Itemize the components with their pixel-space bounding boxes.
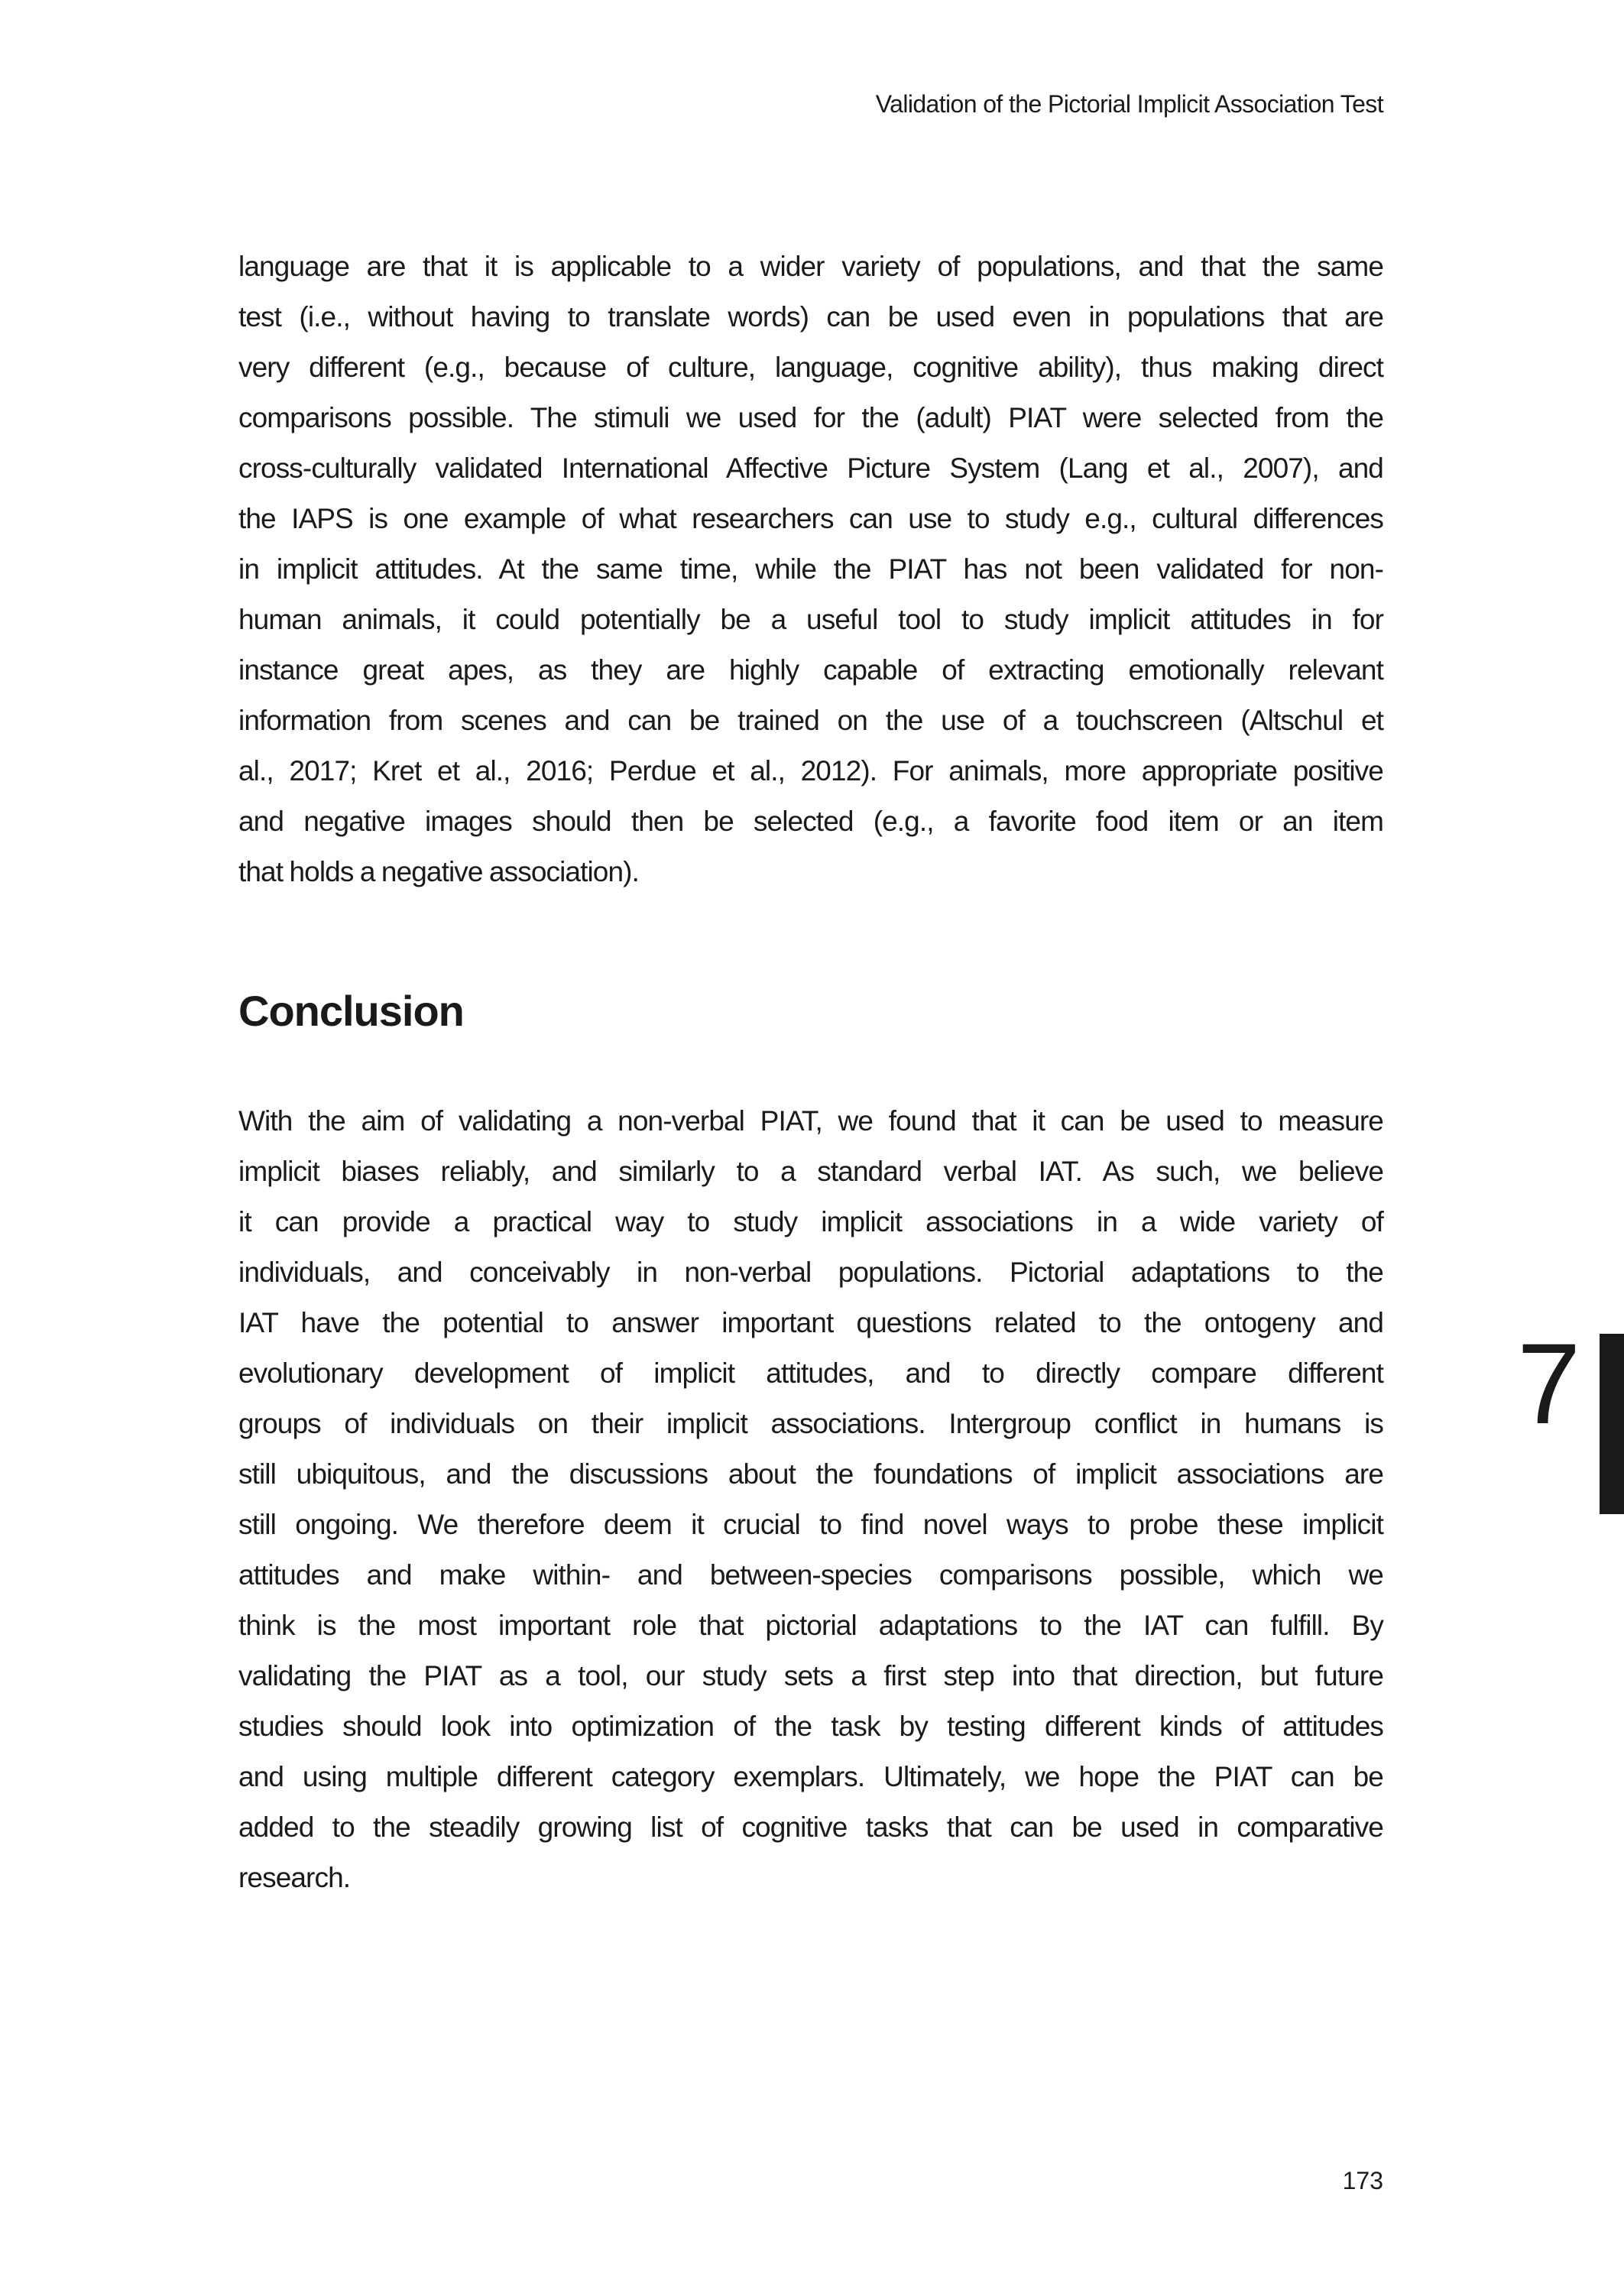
text-line: language are that it is applicable to a wider variety of populations, and that the same [238,251,1383,282]
text-line: and using multiple different category exemplars. Ultimately, we hope the PIAT can be [238,1761,1383,1792]
text-line: research. [238,1862,351,1893]
text-line: added to the steadily growing list of cognitive tasks that can be used in comparative [238,1811,1383,1843]
text-line: attitudes and make within- and between-species comparisons possible, which we [238,1559,1383,1591]
text-line: human animals, it could potentially be a useful tool to study implicit attitudes in for [238,604,1383,635]
text-line: still ongoing. We therefore deem it crucial to find novel ways to probe these implicit [238,1509,1383,1540]
page-number: 173 [1342,2167,1383,2194]
text-line: still ubiquitous, and the discussions about the foundations of implicit associations are [238,1458,1383,1490]
text-line: evolutionary development of implicit attitudes, and to directly compare different [238,1357,1383,1389]
text-line: and negative images should then be selected (e.g., a favorite food item or an item [238,806,1383,837]
text-line: With the aim of validating a non-verbal PIAT, we found that it can be used to measure [238,1105,1383,1137]
text-line: al., 2017; Kret et al., 2016; Perdue et al., 2012). For animals, more appropriate positive [238,755,1383,786]
text-line: test (i.e., without having to translate words) can be used even in populations that are [238,301,1383,332]
text-line: implicit biases reliably, and similarly to a standard verbal IAT. As such, we believe [238,1156,1383,1187]
text-line: cross-culturally validated International Affective Picture System (Lang et al., 2007), and [238,452,1383,484]
text-line: very different (e.g., because of culture, language, cognitive ability), thus making direct [238,352,1383,383]
text-line: IAT have the potential to answer important questions related to the ontogeny and [238,1307,1383,1338]
text-line: it can provide a practical way to study implicit associations in a wide variety of [238,1206,1383,1237]
text-line: think is the most important role that pictorial adaptations to the IAT can fulfill. By [238,1610,1383,1641]
text-line: in implicit attitudes. At the same time, while the PIAT has not been validated for non- [238,553,1383,585]
text-line: the IAPS is one example of what researchers can use to study e.g., cultural differences [238,503,1383,534]
running-header: Validation of the Pictorial Implicit Association Test [875,90,1383,118]
text-line: instance great apes, as they are highly capable of extracting emotionally relevant [238,654,1383,686]
text-line: studies should look into optimization of the task by testing different kinds of attitudes [238,1711,1383,1742]
text-line: information from scenes and can be trained on the use of a touchscreen (Altschul et [238,705,1383,736]
text-line: that holds a negative association). [238,856,639,887]
text-line: individuals, and conceivably in non-verbal populations. Pictorial adaptations to the [238,1257,1383,1288]
body-paragraph-2 [238,1096,1383,1903]
text-line: validating the PIAT as a tool, our study sets a first step into that direction, but future [238,1660,1383,1691]
chapter-number: 7 [1517,1319,1581,1448]
text-line: comparisons possible. The stimuli we used for the (adult) PIAT were selected from the [238,402,1383,433]
section-heading: Conclusion [238,987,464,1035]
text-line: groups of individuals on their implicit associations. Intergroup conflict in humans is [238,1408,1383,1439]
body-paragraph-1 [238,242,1383,897]
chapter-tab-bar [1600,1334,1624,1514]
